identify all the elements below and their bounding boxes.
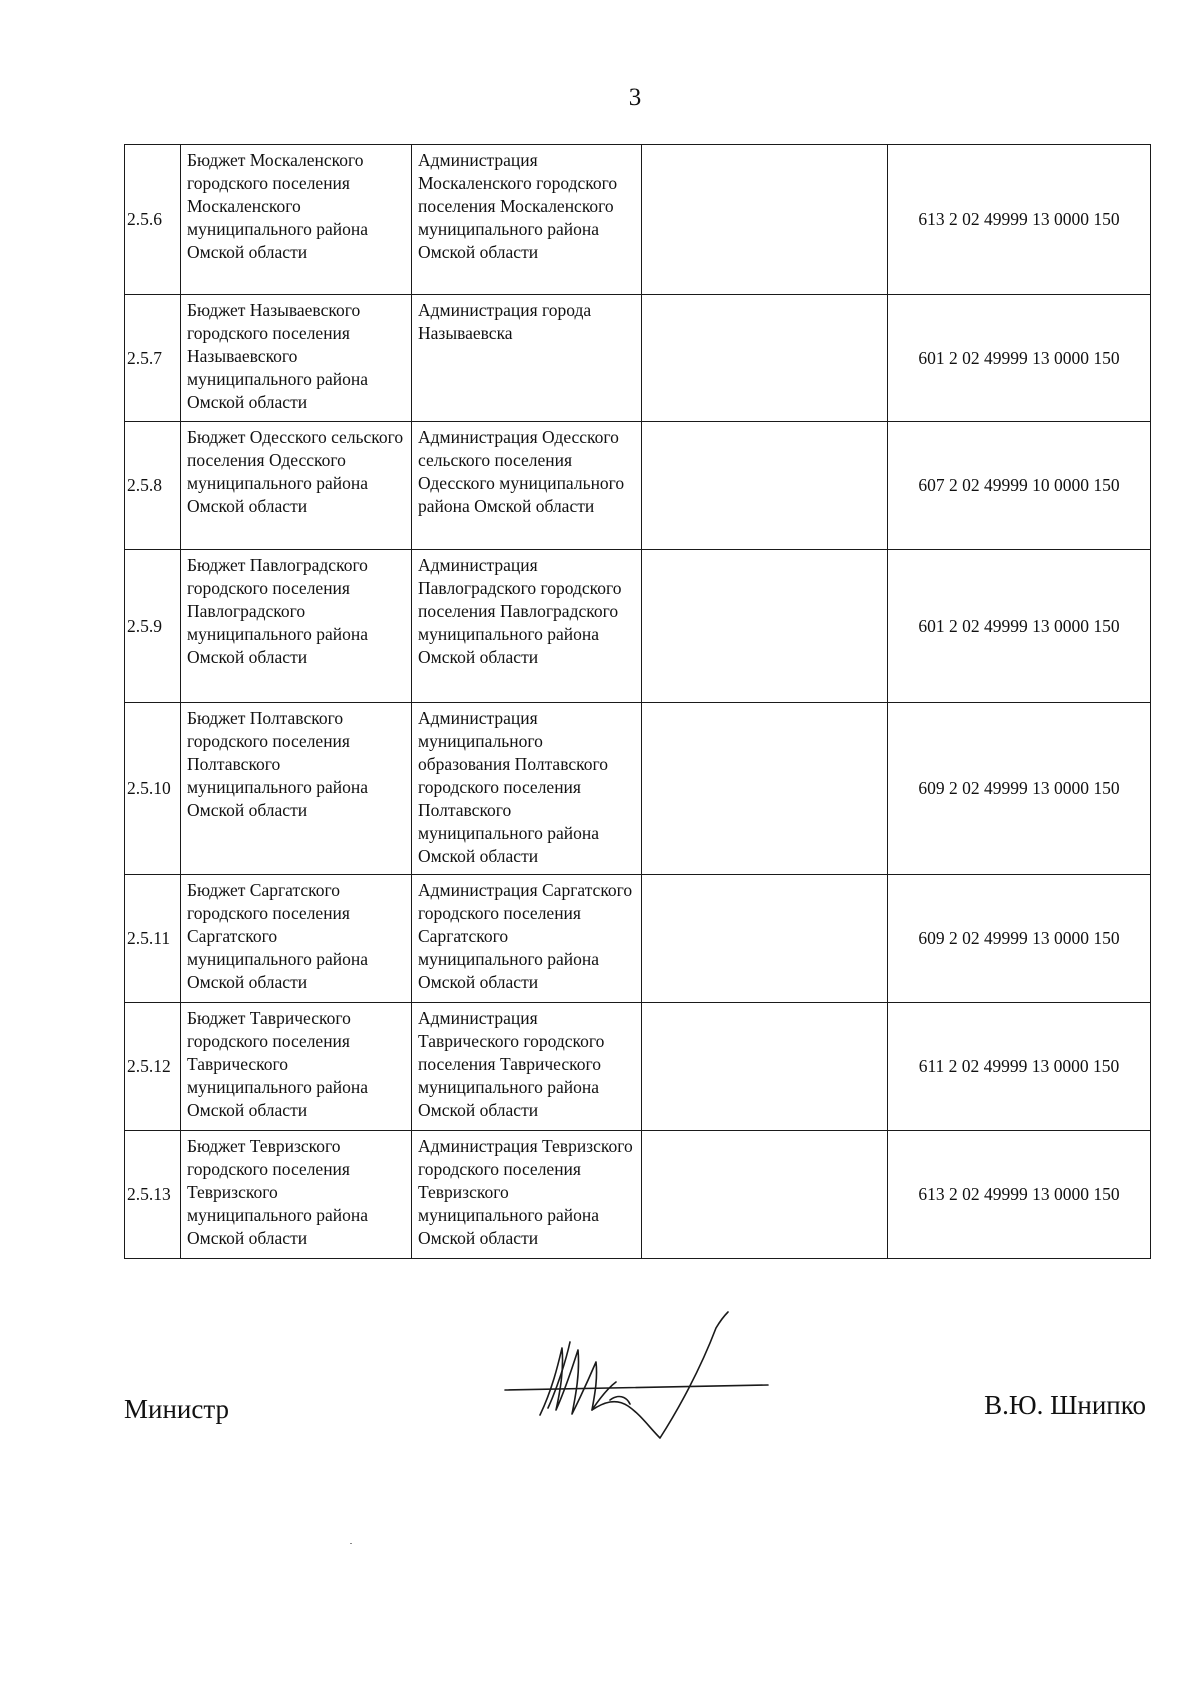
row-number: 2.5.12 bbox=[125, 1003, 181, 1131]
kbk-code: 613 2 02 49999 13 0000 150 bbox=[888, 145, 1151, 295]
budget-name: Бюджет Таврического городского поселения Таврического муниципального района Омской области bbox=[181, 1003, 412, 1131]
row-number: 2.5.9 bbox=[125, 550, 181, 703]
budget-name: Бюджет Павлоградского городского поселения Павлоградского муниципального района Омской области bbox=[181, 550, 412, 703]
administrator-name: Администрация Одесского сельского поселения Одесского муниципального района Омской области bbox=[412, 422, 642, 550]
table-row bbox=[125, 145, 1151, 295]
empty-cell bbox=[642, 550, 888, 703]
empty-cell bbox=[642, 703, 888, 875]
administrator-name: Администрация муниципального образования Полтавского городского поселения Полтавского муниципального района Омской области bbox=[412, 703, 642, 875]
page-number: 3 bbox=[628, 84, 642, 111]
empty-cell bbox=[642, 145, 888, 295]
empty-cell bbox=[642, 1131, 888, 1259]
kbk-code: 601 2 02 49999 13 0000 150 bbox=[888, 295, 1151, 422]
kbk-code: 609 2 02 49999 13 0000 150 bbox=[888, 875, 1151, 1003]
kbk-code: 613 2 02 49999 13 0000 150 bbox=[888, 1131, 1151, 1259]
scan-speck bbox=[350, 1543, 352, 1544]
table-row bbox=[125, 703, 1151, 875]
administrator-name: Администрация Павлоградского городского поселения Павлоградского муниципального района Омской области bbox=[412, 550, 642, 703]
table-row bbox=[125, 422, 1151, 550]
kbk-code: 607 2 02 49999 10 0000 150 bbox=[888, 422, 1151, 550]
administrator-name: Администрация Тевризского городского поселения Тевризского муниципального района Омской области bbox=[412, 1131, 642, 1259]
row-number: 2.5.11 bbox=[125, 875, 181, 1003]
budget-name: Бюджет Называевского городского поселения Называевского муниципального района Омской области bbox=[181, 295, 412, 422]
signatory-name: В.Ю. Шнипко bbox=[984, 1390, 1146, 1420]
budget-name: Бюджет Москаленского городского поселения Москаленского муниципального района Омской области bbox=[181, 145, 412, 295]
administrator-name: Администрация Саргатского городского поселения Саргатского муниципального района Омской области bbox=[412, 875, 642, 1003]
signatory-position: Министр bbox=[124, 1394, 229, 1424]
empty-cell bbox=[642, 422, 888, 550]
empty-cell bbox=[642, 1003, 888, 1131]
table-row bbox=[125, 875, 1151, 1003]
budget-name: Бюджет Одесского сельского поселения Одесского муниципального района Омской области bbox=[181, 422, 412, 550]
budget-name: Бюджет Тевризского городского поселения Тевризского муниципального района Омской области bbox=[181, 1131, 412, 1259]
kbk-code: 609 2 02 49999 13 0000 150 bbox=[888, 703, 1151, 875]
table-row bbox=[125, 550, 1151, 703]
row-number: 2.5.8 bbox=[125, 422, 181, 550]
table-row bbox=[125, 1003, 1151, 1131]
kbk-code: 611 2 02 49999 13 0000 150 bbox=[888, 1003, 1151, 1131]
budget-name: Бюджет Полтавского городского поселения Полтавского муниципального района Омской области bbox=[181, 703, 412, 875]
row-number: 2.5.10 bbox=[125, 703, 181, 875]
table-row bbox=[125, 1131, 1151, 1259]
administrator-name: Администрация города Называевска bbox=[412, 295, 642, 422]
kbk-code: 601 2 02 49999 13 0000 150 bbox=[888, 550, 1151, 703]
table-row bbox=[125, 295, 1151, 422]
row-number: 2.5.7 bbox=[125, 295, 181, 422]
signature-graphic bbox=[500, 1310, 780, 1445]
empty-cell bbox=[642, 875, 888, 1003]
budget-name: Бюджет Саргатского городского поселения Саргатского муниципального района Омской области bbox=[181, 875, 412, 1003]
administrator-name: Администрация Москаленского городского поселения Москаленского муниципального района Омской области bbox=[412, 145, 642, 295]
administrator-name: Администрация Таврического городского поселения Таврического муниципального района Омской области bbox=[412, 1003, 642, 1131]
budget-table bbox=[124, 144, 1151, 1259]
empty-cell bbox=[642, 295, 888, 422]
row-number: 2.5.6 bbox=[125, 145, 181, 295]
row-number: 2.5.13 bbox=[125, 1131, 181, 1259]
